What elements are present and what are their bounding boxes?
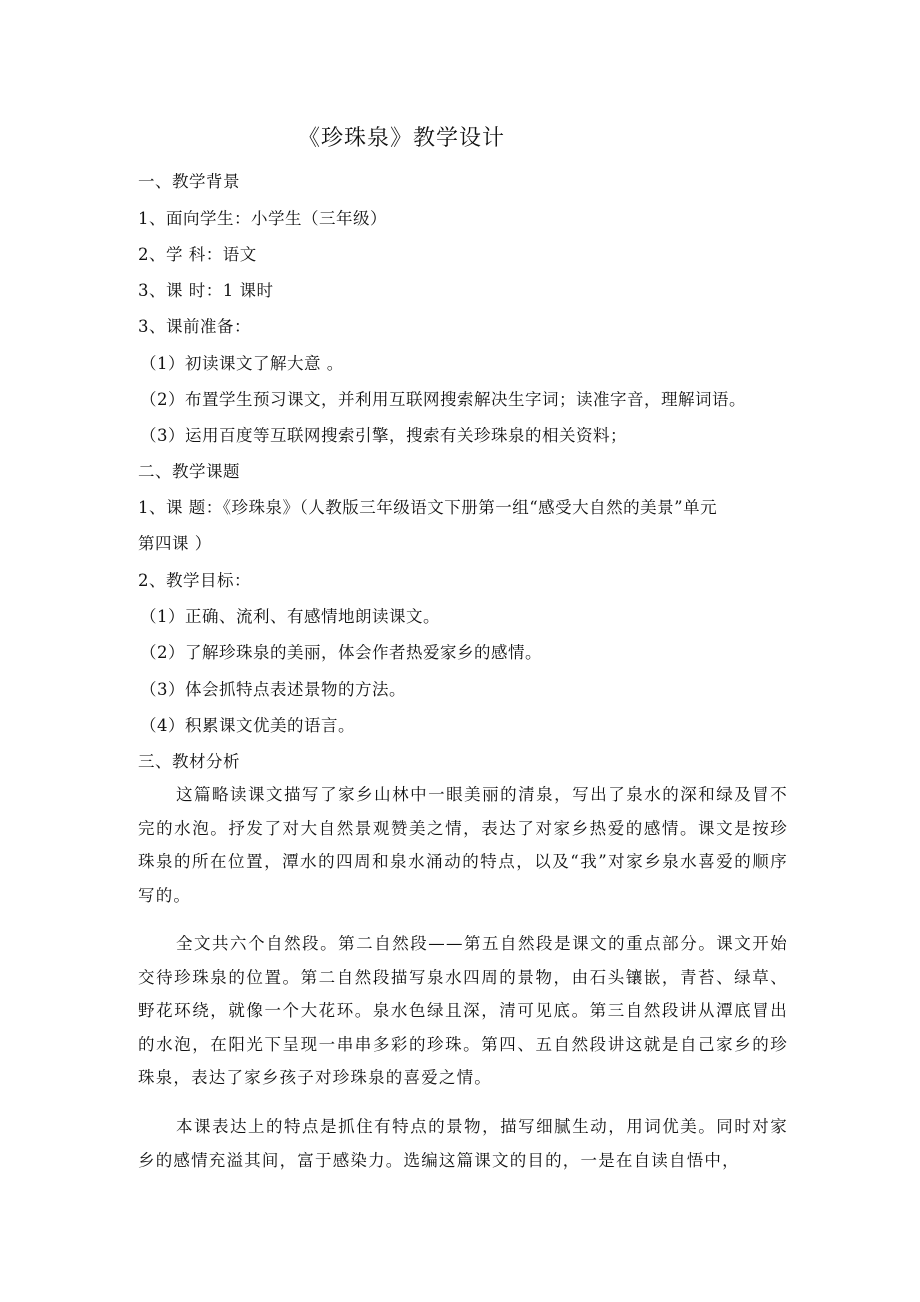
prep-item: （3）运用百度等互联网搜索引擎，搜索有关珍珠泉的相关资料； bbox=[140, 426, 627, 445]
target-students: 1、面向学生：小学生（三年级） bbox=[138, 209, 387, 228]
goal-item: （3）体会抓特点表述景物的方法。 bbox=[140, 680, 406, 699]
subject: 2、学 科：语文 bbox=[138, 245, 257, 264]
analysis-paragraph: 这篇略读课文描写了家乡山林中一眼美丽的清泉，写出了泉水的深和绿及冒不完的水泡。抒发了对大自然景观赞美之情，表达了对家乡热爱的感情。课文是按珍珠泉的所在位置，潭水的四周和泉水涌动的特点，以及“我”对家乡泉水喜爱的顺序写的。 bbox=[138, 785, 788, 905]
class-hours: 3、课 时：1 课时 bbox=[138, 281, 274, 300]
analysis-paragraph: 本课表达上的特点是抓住有特点的景物，描写细腻生动，用词优美。同时对家乡的感情充溢其间，富于感染力。选编这篇课文的目的，一是在自读自悟中， bbox=[138, 1117, 788, 1170]
goal-item: （2）了解珍珠泉的美丽，体会作者热爱家乡的感情。 bbox=[140, 643, 542, 662]
prep-item: （2）布置学生预习课文，并利用互联网搜索解决生字词；读准字音，理解词语。 bbox=[140, 390, 746, 409]
topic-line-continued: 第四课 ） bbox=[138, 534, 212, 553]
goal-item: （1）正确、流利、有感情地朗读课文。 bbox=[140, 607, 440, 626]
section-heading-analysis: 三、教材分析 bbox=[138, 752, 240, 771]
section-heading-background: 一、教学背景 bbox=[138, 172, 240, 191]
preparation-heading: 3、课前准备： bbox=[138, 317, 251, 336]
document-title: 《珍珠泉》教学设计 bbox=[298, 126, 506, 151]
analysis-paragraph: 全文共六个自然段。第二自然段——第五自然段是课文的重点部分。课文开始交待珍珠泉的位置。第二自然段描写泉水四周的景物，由石头镶嵌，青苔、绿草、野花环绕，就像一个大花环。泉水色绿且深，清可见底。第三自然段讲从潭底冒出的水泡，在阳光下呈现一串串多彩的珍珠。第四、五自然段讲这就是自己家乡的珍珠泉，表达了家乡孩子对珍珠泉的喜爱之情。 bbox=[138, 934, 788, 1087]
goals-heading: 2、教学目标： bbox=[138, 571, 251, 590]
section-heading-topic: 二、教学课题 bbox=[138, 462, 240, 481]
topic-line: 1、课 题：《珍珠泉》（人教版三年级语文下册第一组“感受大自然的美景”单元 bbox=[138, 498, 718, 517]
prep-item: （1）初读课文了解大意 。 bbox=[140, 354, 344, 373]
goal-item: （4）积累课文优美的语言。 bbox=[140, 716, 355, 735]
